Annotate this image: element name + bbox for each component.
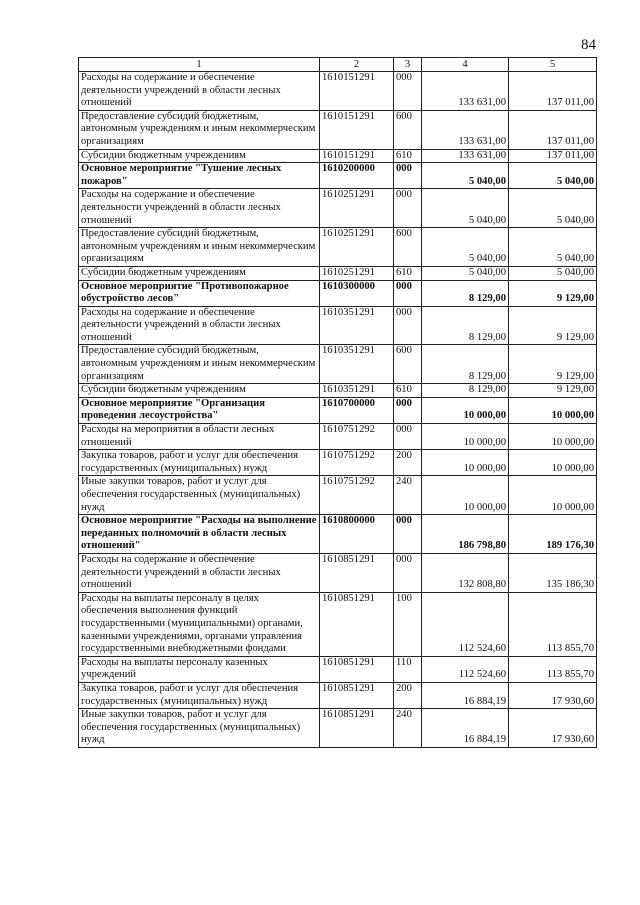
row-expense-type-cell: 000	[394, 515, 422, 554]
row-expense-type-cell: 610	[394, 384, 422, 398]
row-code-cell: 1610751292	[320, 450, 394, 476]
row-expense-type-cell: 000	[394, 280, 422, 306]
row-name-cell: Расходы на содержание и обеспечение деятельности учреждений в области лесных отношений	[79, 553, 320, 592]
row-amount-col4-cell: 16 884,19	[422, 709, 509, 748]
row-amount-col5-cell: 5 040,00	[509, 266, 597, 280]
table-row	[79, 163, 597, 189]
row-amount-col4-cell: 10 000,00	[422, 476, 509, 515]
row-code-cell: 1610700000	[320, 397, 394, 423]
row-amount-col4-cell: 186 798,80	[422, 515, 509, 554]
row-expense-type-cell: 200	[394, 682, 422, 708]
row-amount-col5-cell: 10 000,00	[509, 450, 597, 476]
row-amount-col4-cell: 5 040,00	[422, 228, 509, 267]
column-header-2: 2	[320, 58, 394, 72]
row-name-cell: Расходы на выплаты персоналу казенных учреждений	[79, 656, 320, 682]
table-body	[79, 72, 597, 748]
row-amount-col4-cell: 10 000,00	[422, 450, 509, 476]
row-amount-col5-cell: 137 011,00	[509, 110, 597, 149]
row-code-cell: 1610151291	[320, 110, 394, 149]
table-row	[79, 306, 597, 345]
row-code-cell: 1610751292	[320, 424, 394, 450]
row-name-cell: Основное мероприятие "Тушение лесных пожаров"	[79, 163, 320, 189]
row-expense-type-cell: 240	[394, 709, 422, 748]
row-code-cell: 1610351291	[320, 306, 394, 345]
row-expense-type-cell: 000	[394, 163, 422, 189]
row-code-cell: 1610300000	[320, 280, 394, 306]
row-expense-type-cell: 600	[394, 228, 422, 267]
table-row	[79, 384, 597, 398]
row-expense-type-cell: 000	[394, 189, 422, 228]
row-amount-col4-cell: 5 040,00	[422, 163, 509, 189]
row-expense-type-cell: 000	[394, 553, 422, 592]
row-code-cell: 1610851291	[320, 592, 394, 656]
table-row	[79, 228, 597, 267]
row-amount-col4-cell: 133 631,00	[422, 110, 509, 149]
row-amount-col4-cell: 8 129,00	[422, 280, 509, 306]
row-amount-col5-cell: 10 000,00	[509, 476, 597, 515]
row-code-cell: 1610200000	[320, 163, 394, 189]
row-amount-col5-cell: 189 176,30	[509, 515, 597, 554]
row-code-cell: 1610851291	[320, 656, 394, 682]
table-row	[79, 709, 597, 748]
row-amount-col4-cell: 133 631,00	[422, 72, 509, 111]
row-name-cell: Иные закупки товаров, работ и услуг для обеспечения государственных (муниципальных) нужд	[79, 476, 320, 515]
row-name-cell: Субсидии бюджетным учреждениям	[79, 384, 320, 398]
column-header-5: 5	[509, 58, 597, 72]
row-amount-col4-cell: 5 040,00	[422, 189, 509, 228]
table-row	[79, 656, 597, 682]
header-row	[79, 58, 597, 72]
row-amount-col5-cell: 10 000,00	[509, 424, 597, 450]
row-name-cell: Субсидии бюджетным учреждениям	[79, 149, 320, 163]
row-amount-col4-cell: 5 040,00	[422, 266, 509, 280]
row-code-cell: 1610851291	[320, 709, 394, 748]
row-name-cell: Предоставление субсидий бюджетным, автономным учреждениям и иным некоммерческим организациям	[79, 110, 320, 149]
row-name-cell: Закупка товаров, работ и услуг для обеспечения государственных (муниципальных) нужд	[79, 450, 320, 476]
row-name-cell: Основное мероприятие "Расходы на выполнение переданных полномочий в области лесных отношений"	[79, 515, 320, 554]
row-amount-col5-cell: 113 855,70	[509, 592, 597, 656]
row-amount-col4-cell: 133 631,00	[422, 149, 509, 163]
row-expense-type-cell: 610	[394, 149, 422, 163]
row-amount-col4-cell: 16 884,19	[422, 682, 509, 708]
column-header-3: 3	[394, 58, 422, 72]
table-row	[79, 72, 597, 111]
row-amount-col5-cell: 5 040,00	[509, 189, 597, 228]
row-amount-col5-cell: 17 930,60	[509, 709, 597, 748]
row-expense-type-cell: 600	[394, 345, 422, 384]
row-name-cell: Расходы на содержание и обеспечение деятельности учреждений в области лесных отношений	[79, 306, 320, 345]
page-number: 84	[581, 37, 596, 53]
column-header-4: 4	[422, 58, 509, 72]
row-name-cell: Расходы на мероприятия в области лесных отношений	[79, 424, 320, 450]
table-header	[79, 58, 597, 72]
row-amount-col5-cell: 135 186,30	[509, 553, 597, 592]
row-amount-col4-cell: 112 524,60	[422, 656, 509, 682]
table-row	[79, 450, 597, 476]
row-amount-col5-cell: 10 000,00	[509, 397, 597, 423]
table-row	[79, 345, 597, 384]
row-code-cell: 1610251291	[320, 228, 394, 267]
row-amount-col5-cell: 9 129,00	[509, 384, 597, 398]
row-code-cell: 1610751292	[320, 476, 394, 515]
row-code-cell: 1610851291	[320, 682, 394, 708]
row-code-cell: 1610800000	[320, 515, 394, 554]
row-code-cell: 1610351291	[320, 384, 394, 398]
column-header-1: 1	[79, 58, 320, 72]
row-code-cell: 1610151291	[320, 149, 394, 163]
row-expense-type-cell: 000	[394, 306, 422, 345]
table-row	[79, 476, 597, 515]
row-code-cell: 1610151291	[320, 72, 394, 111]
row-amount-col5-cell: 137 011,00	[509, 72, 597, 111]
row-expense-type-cell: 610	[394, 266, 422, 280]
row-amount-col4-cell: 132 808,80	[422, 553, 509, 592]
row-code-cell: 1610251291	[320, 189, 394, 228]
row-amount-col4-cell: 8 129,00	[422, 345, 509, 384]
row-code-cell: 1610351291	[320, 345, 394, 384]
table-row	[79, 553, 597, 592]
row-name-cell: Расходы на содержание и обеспечение деятельности учреждений в области лесных отношений	[79, 72, 320, 111]
row-expense-type-cell: 000	[394, 424, 422, 450]
row-name-cell: Расходы на выплаты персоналу в целях обеспечения выполнения функций государственными (муниципальными) органами, казенными учреждениями, органами управления государственными внебюджетными фондами	[79, 592, 320, 656]
row-name-cell: Иные закупки товаров, работ и услуг для обеспечения государственных (муниципальных) нужд	[79, 709, 320, 748]
row-amount-col4-cell: 10 000,00	[422, 397, 509, 423]
row-amount-col5-cell: 9 129,00	[509, 345, 597, 384]
table-row	[79, 149, 597, 163]
table-row	[79, 424, 597, 450]
row-amount-col4-cell: 8 129,00	[422, 384, 509, 398]
table-row	[79, 110, 597, 149]
budget-table	[78, 57, 597, 748]
row-amount-col4-cell: 112 524,60	[422, 592, 509, 656]
row-expense-type-cell: 200	[394, 450, 422, 476]
table-row	[79, 189, 597, 228]
row-expense-type-cell: 240	[394, 476, 422, 515]
row-amount-col5-cell: 5 040,00	[509, 163, 597, 189]
row-expense-type-cell: 100	[394, 592, 422, 656]
table-row	[79, 515, 597, 554]
table-row	[79, 266, 597, 280]
row-code-cell: 1610851291	[320, 553, 394, 592]
row-name-cell: Закупка товаров, работ и услуг для обеспечения государственных (муниципальных) нужд	[79, 682, 320, 708]
row-amount-col5-cell: 9 129,00	[509, 280, 597, 306]
row-amount-col4-cell: 10 000,00	[422, 424, 509, 450]
table-row	[79, 592, 597, 656]
row-name-cell: Предоставление субсидий бюджетным, автономным учреждениям и иным некоммерческим организациям	[79, 228, 320, 267]
row-amount-col5-cell: 17 930,60	[509, 682, 597, 708]
row-name-cell: Субсидии бюджетным учреждениям	[79, 266, 320, 280]
row-amount-col5-cell: 137 011,00	[509, 149, 597, 163]
row-name-cell: Предоставление субсидий бюджетным, автономным учреждениям и иным некоммерческим организациям	[79, 345, 320, 384]
table-row	[79, 682, 597, 708]
row-expense-type-cell: 600	[394, 110, 422, 149]
row-amount-col5-cell: 9 129,00	[509, 306, 597, 345]
row-name-cell: Основное мероприятие "Организация проведения лесоустройства"	[79, 397, 320, 423]
row-amount-col5-cell: 113 855,70	[509, 656, 597, 682]
table-row	[79, 397, 597, 423]
row-name-cell: Основное мероприятие "Противопожарное обустройство лесов"	[79, 280, 320, 306]
row-expense-type-cell: 000	[394, 72, 422, 111]
row-amount-col5-cell: 5 040,00	[509, 228, 597, 267]
row-code-cell: 1610251291	[320, 266, 394, 280]
row-expense-type-cell: 110	[394, 656, 422, 682]
table-row	[79, 280, 597, 306]
row-amount-col4-cell: 8 129,00	[422, 306, 509, 345]
row-expense-type-cell: 000	[394, 397, 422, 423]
row-name-cell: Расходы на содержание и обеспечение деятельности учреждений в области лесных отношений	[79, 189, 320, 228]
